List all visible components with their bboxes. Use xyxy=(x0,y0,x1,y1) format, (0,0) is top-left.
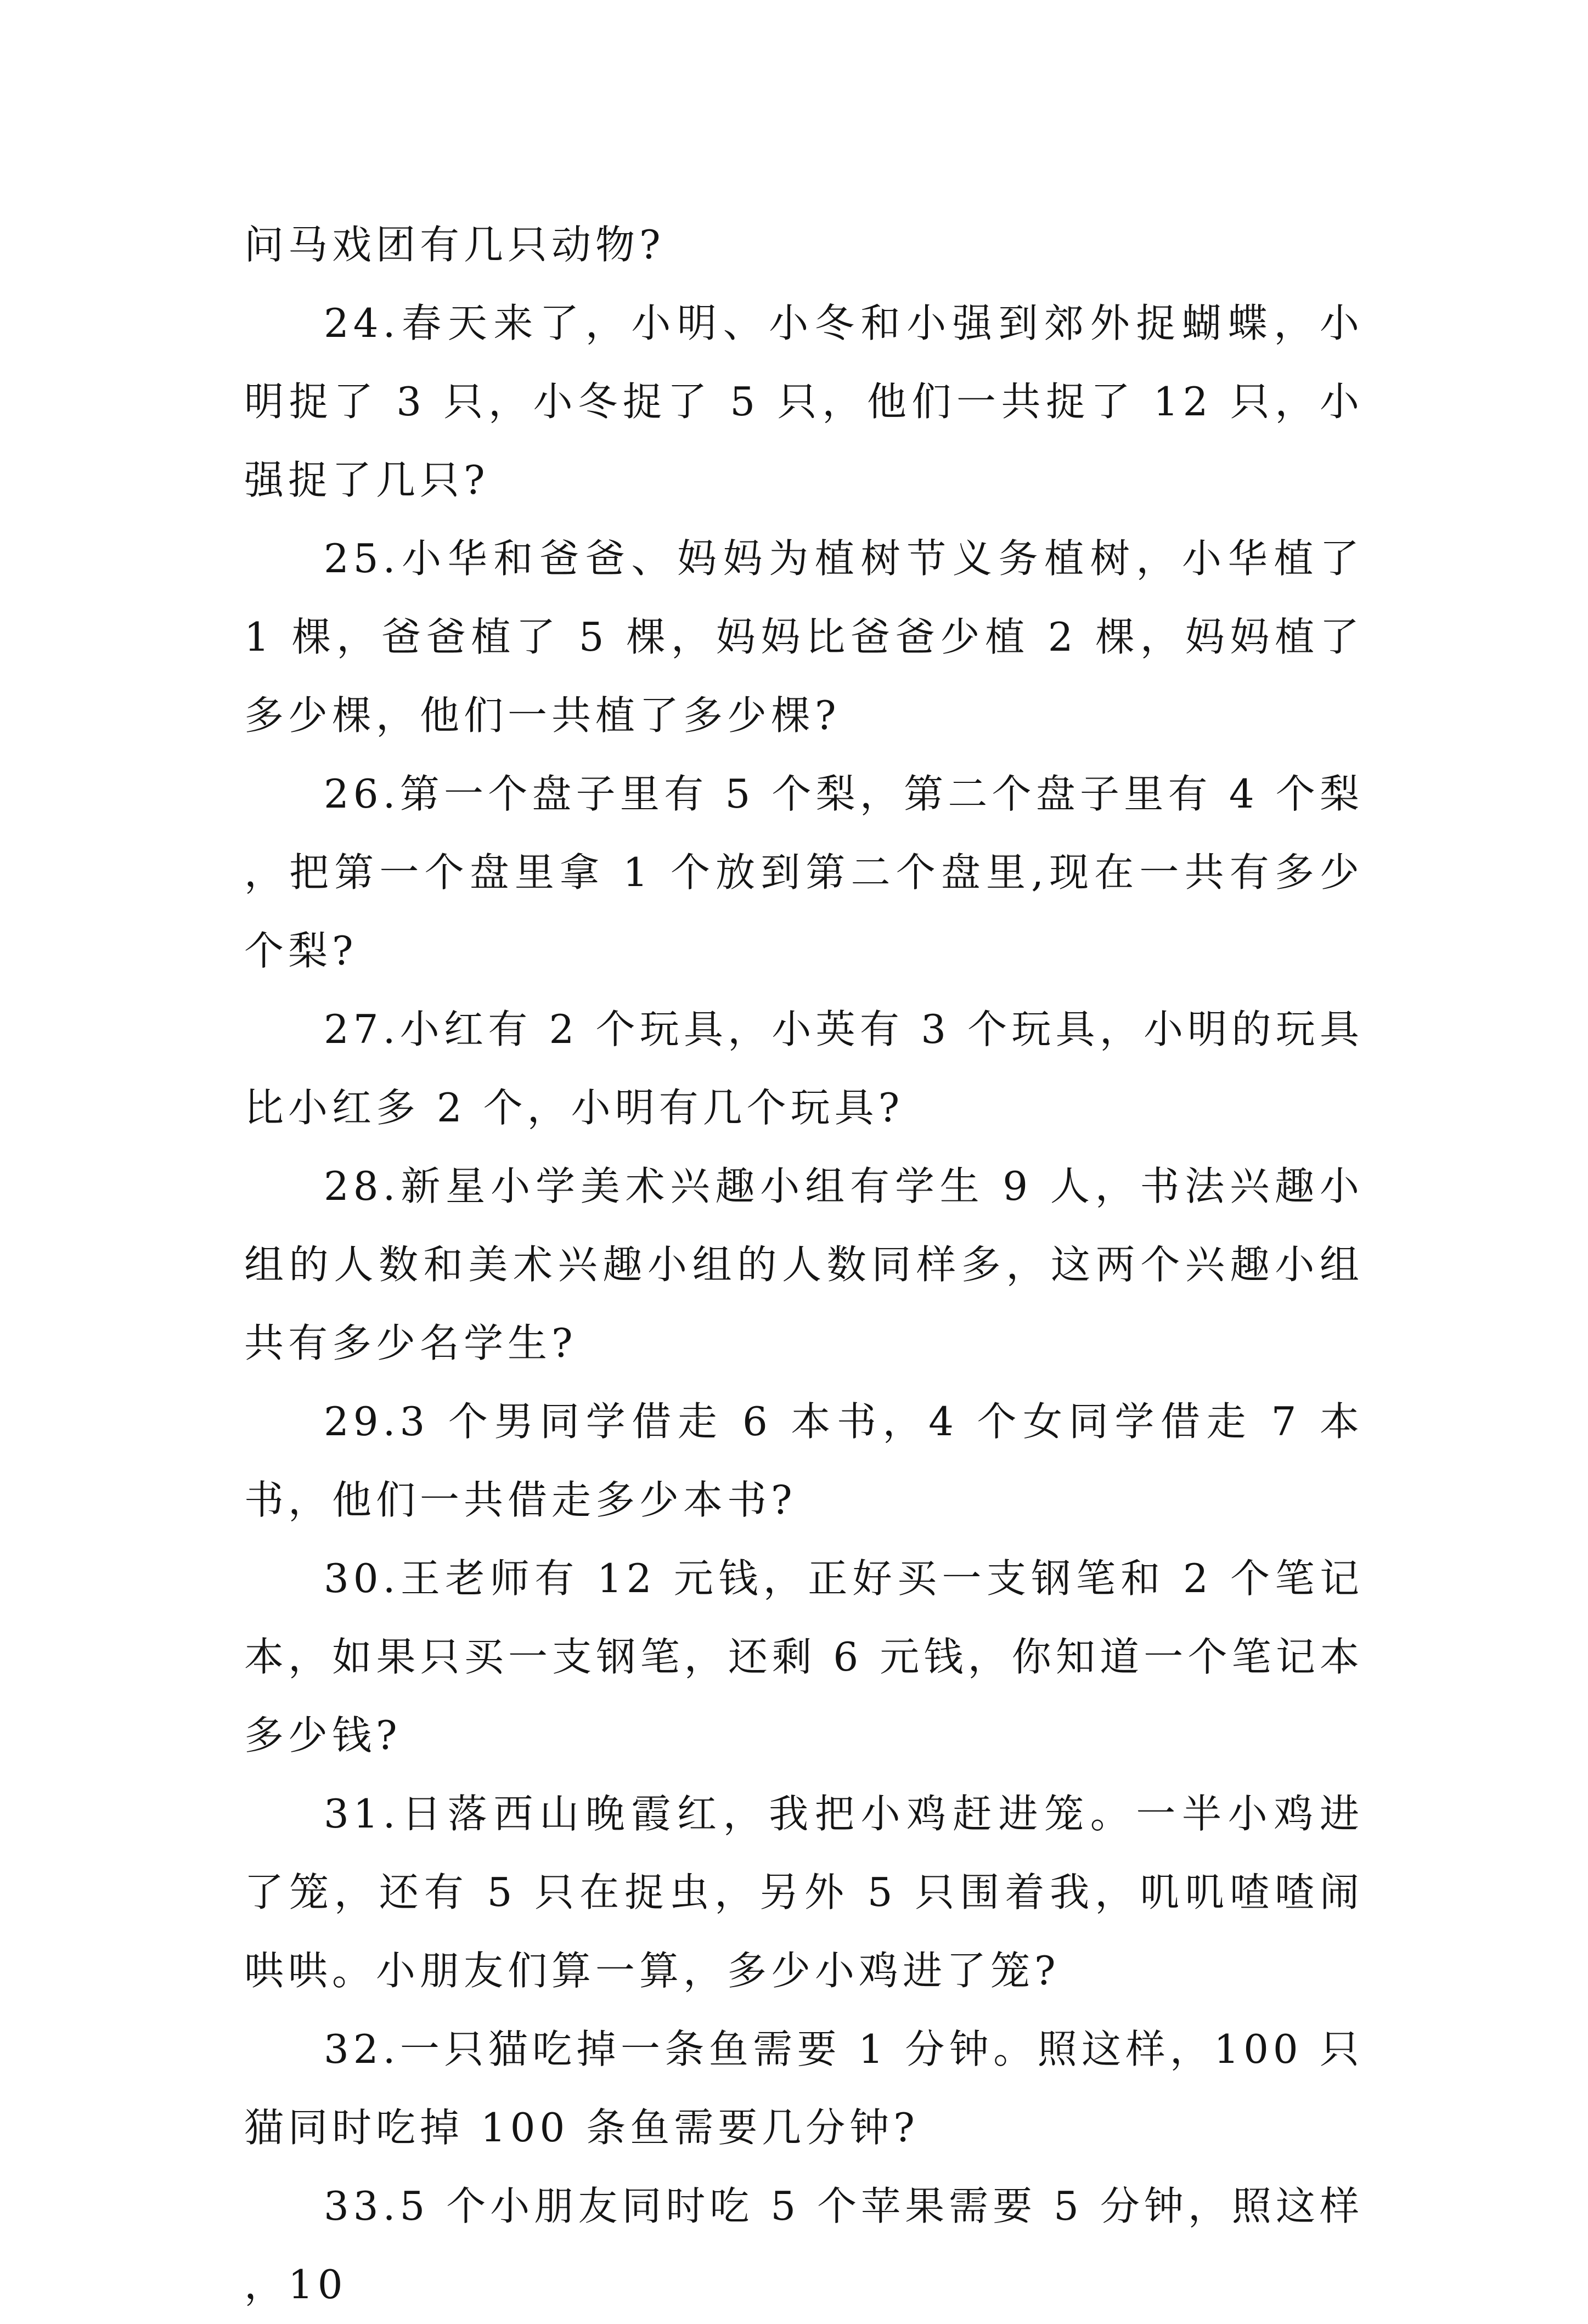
question-33: 33.5 个小朋友同时吃 5 个苹果需要 5 分钟，照这样，10 xyxy=(244,2183,1364,2308)
document-body xyxy=(244,206,1364,2324)
question-31: 31.日落西山晚霞红，我把小鸡赶进笼。一半小鸡进了笼，还有 5 只在捉虫，另外 5 只围着我，叽叽喳喳闹哄哄。小朋友们算一算，多少小鸡进了笼? xyxy=(244,1791,1364,1994)
question-30: 30.王老师有 12 元钱，正好买一支钢笔和 2 个笔记本，如果只买一支钢笔，还剩 6 元钱，你知道一个笔记本多少钱? xyxy=(244,1555,1364,1758)
question-32: 32.一只猫吃掉一条鱼需要 1 分钟。照这样，100 只猫同时吃掉 100 条鱼需要几分钟? xyxy=(244,2026,1364,2151)
paragraph-continuation: 问马戏团有几只动物? xyxy=(244,222,665,268)
question-25: 25.小华和爸爸、妈妈为植树节义务植树，小华植了 1 棵，爸爸植了 5 棵，妈妈比爸爸少植 2 棵，妈妈植了多少棵，他们一共植了多少棵? xyxy=(244,535,1364,738)
question-27: 27.小红有 2 个玩具，小英有 3 个玩具，小明的玩具比小红多 2 个，小明有几个玩具? xyxy=(244,1006,1364,1131)
question-29: 29.3 个男同学借走 6 本书，4 个女同学借走 7 本书，他们一共借走多少本书? xyxy=(244,1398,1364,1523)
question-26: 26.第一个盘子里有 5 个梨，第二个盘子里有 4 个梨，把第一个盘里拿 1 个放到第二个盘里,现在一共有多少个梨? xyxy=(244,771,1364,974)
question-24: 24.春天来了，小明、小冬和小强到郊外捉蝴蝶，小明捉了 3 只，小冬捉了 5 只，他们一共捉了 12 只，小强捉了几只? xyxy=(244,300,1364,503)
question-28: 28.新星小学美术兴趣小组有学生 9 人，书法兴趣小组的人数和美术兴趣小组的人数同样多，这两个兴趣小组共有多少名学生? xyxy=(244,1163,1364,1366)
